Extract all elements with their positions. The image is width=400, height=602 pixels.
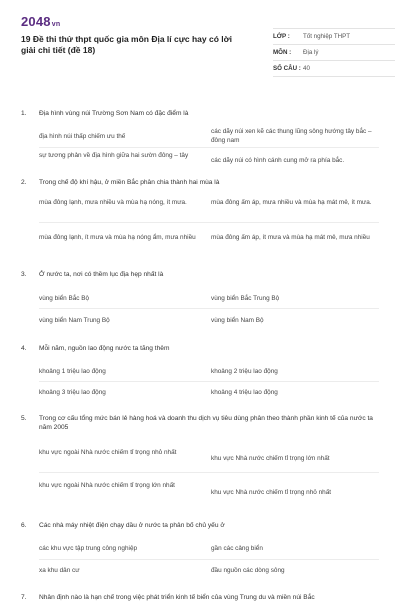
option-a[interactable]: các khu vực tập trung công nghiệp xyxy=(39,545,138,552)
option-d[interactable]: mùa đông ấm áp, ít mưa và mùa hạ mát mẻ, mưa nhiều xyxy=(211,234,370,241)
option-b[interactable]: gần các cảng biển xyxy=(211,545,263,552)
meta-row-subject xyxy=(273,45,395,61)
logo-text: 2048 xyxy=(21,14,51,29)
logo-suffix: vn xyxy=(51,21,61,28)
question-text: Ở nước ta, nơi có thềm lục địa hẹp nhất là xyxy=(39,271,164,278)
question-number: 2. xyxy=(21,179,27,186)
meta-key: LỚP : xyxy=(273,33,290,40)
option-c[interactable]: mùa đông lạnh, ít mưa và mùa hạ nóng ẩm, mưa nhiều xyxy=(39,234,196,241)
option-divider xyxy=(39,222,379,223)
question-text: Nhân định nào là hạn chế trong việc phát triển kinh tế biển của vùng Trung du và miền núi Bắc xyxy=(39,594,315,601)
question-number: 4. xyxy=(21,345,27,352)
question-2 xyxy=(21,178,379,241)
question-1 xyxy=(21,109,379,164)
option-a[interactable]: khu vực ngoài Nhà nước chiếm tỉ trọng nhỏ nhất xyxy=(39,449,177,456)
option-d[interactable]: đầu nguồn các dòng sông xyxy=(211,567,285,574)
meta-table xyxy=(273,28,395,77)
question-5 xyxy=(21,414,379,496)
option-c[interactable]: khoảng 3 triệu lao động xyxy=(39,389,106,396)
option-divider xyxy=(39,308,379,309)
option-divider xyxy=(39,472,379,473)
option-d[interactable]: các dãy núi có hình cánh cung mở ra phía bắc. xyxy=(211,157,345,164)
option-b[interactable]: vùng biển Bắc Trung Bộ xyxy=(211,295,280,302)
question-4 xyxy=(21,344,379,396)
option-a[interactable]: vùng biển Bắc Bộ xyxy=(39,295,90,302)
question-number: 6. xyxy=(21,522,27,529)
option-c[interactable]: sự tương phản về địa hình giữa hai sườn đông – tây xyxy=(39,152,189,159)
question-7 xyxy=(21,593,379,602)
site-logo[interactable] xyxy=(21,14,60,29)
meta-key: MÔN : xyxy=(273,49,292,56)
document-title: 19 Đề thi thử thpt quốc gia môn Địa lí cực hay có lời giải chi tiết (đề 18) xyxy=(21,34,233,55)
option-d[interactable]: khu vực Nhà nước chiếm tỉ trọng nhỏ nhất xyxy=(211,489,332,496)
meta-key: SỐ CÂU : xyxy=(273,65,301,72)
question-number: 1. xyxy=(21,110,27,117)
meta-row-class xyxy=(273,28,395,45)
question-number: 7. xyxy=(21,594,27,601)
option-b[interactable]: mùa đông ấm áp, mưa nhiều và mùa hạ mát mẻ, ít mưa. xyxy=(211,199,372,206)
question-number: 3. xyxy=(21,271,27,278)
question-text: Trong cơ cấu tổng mức bán lẻ hàng hoá và doanh thu dịch vụ tiêu dùng phân theo thành phần kinh tế của nước ta năm 2005 xyxy=(39,415,373,431)
document-header xyxy=(21,14,381,72)
option-b[interactable]: khu vực Nhà nước chiếm tỉ trọng lớn nhất xyxy=(211,455,330,462)
question-number: 5. xyxy=(21,415,27,422)
question-text: Các nhà máy nhiệt điện chạy dầu ở nước ta phân bố chủ yếu ở xyxy=(39,522,225,529)
meta-value: 40 xyxy=(303,65,310,72)
question-text: Mỗi năm, nguồn lao động nước ta tăng thêm xyxy=(39,345,170,352)
option-a[interactable]: địa hình núi thấp chiếm ưu thế xyxy=(39,133,126,140)
option-b[interactable]: khoảng 2 triệu lao động xyxy=(211,368,278,375)
option-d[interactable]: khoảng 4 triệu lao động xyxy=(211,389,278,396)
option-divider xyxy=(39,381,379,382)
option-d[interactable]: vùng biển Nam Bộ xyxy=(211,317,264,324)
option-c[interactable]: khu vực ngoài Nhà nước chiếm tỉ trọng lớn nhất xyxy=(39,482,175,489)
option-divider xyxy=(39,147,379,148)
question-text: Trong chế độ khí hậu, ở miền Bắc phân chia thành hai mùa là xyxy=(39,179,220,186)
meta-row-count xyxy=(273,61,395,77)
option-a[interactable]: khoảng 1 triệu lao động xyxy=(39,368,106,375)
option-a[interactable]: mùa đông lạnh, mưa nhiều và mùa hạ nóng, ít mưa. xyxy=(39,199,187,206)
question-6 xyxy=(21,521,379,574)
option-c[interactable]: xa khu dân cư xyxy=(39,567,80,574)
option-b[interactable]: các dãy núi xen kẽ các thung lũng sông hướng tây bắc – đông nam xyxy=(211,128,372,144)
meta-value: Tốt nghiệp THPT xyxy=(303,33,351,40)
question-3 xyxy=(21,270,379,324)
meta-value: Địa lý xyxy=(303,49,319,56)
question-text: Địa hình vùng núi Trường Sơn Nam có đặc điểm là xyxy=(39,110,189,117)
option-divider xyxy=(39,559,379,560)
option-c[interactable]: vùng biển Nam Trung Bộ xyxy=(39,317,110,324)
